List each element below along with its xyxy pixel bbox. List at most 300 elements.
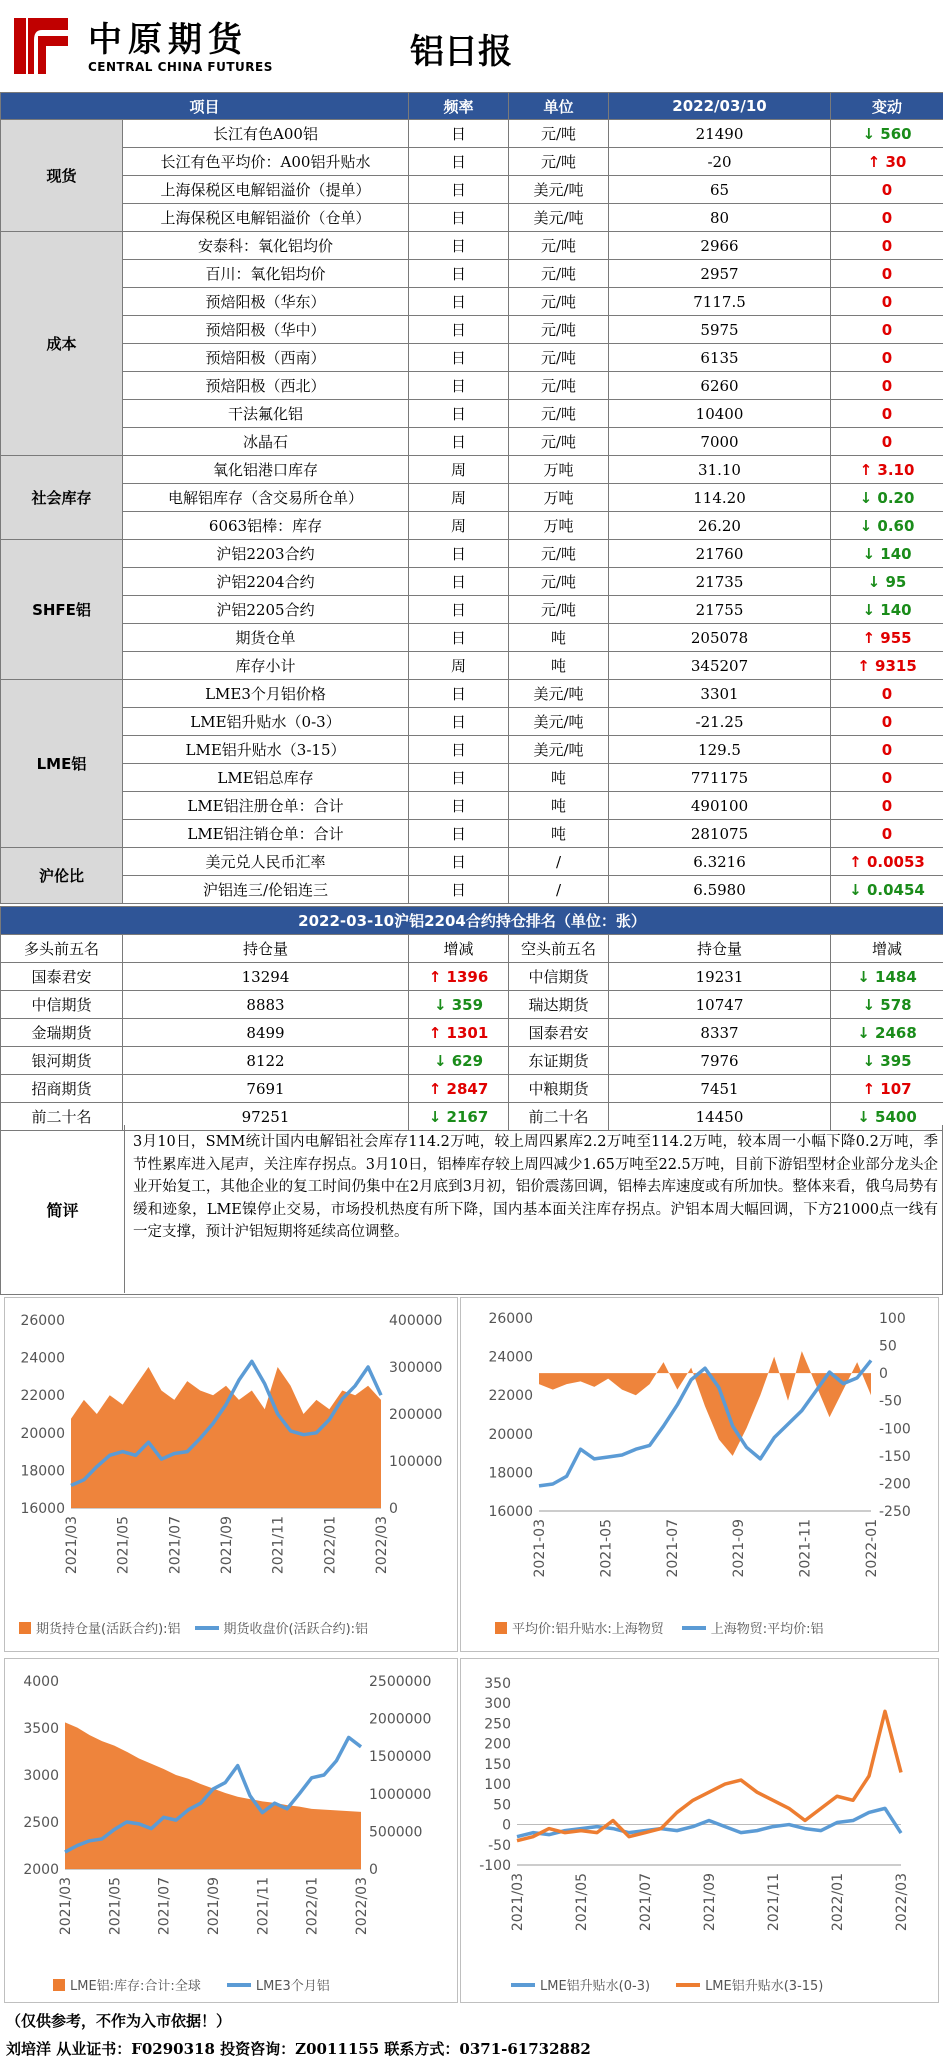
long-change: 1396: [446, 967, 489, 986]
legend-swatch-orange: [19, 1622, 31, 1634]
frequency: 日: [409, 596, 509, 624]
arrow-up-icon: ↑: [862, 628, 876, 647]
unit: 元/吨: [509, 120, 609, 148]
value: 31.10: [609, 456, 831, 484]
rank-header-long-chg: 增减: [409, 935, 509, 963]
y2-tick-label: -200: [879, 1476, 911, 1493]
y-tick-label: 2000: [23, 1862, 59, 1878]
legend-label: LME铝升贴水(3-15): [705, 1979, 824, 1994]
y2-tick-label: -50: [879, 1393, 902, 1410]
value: 5975: [609, 316, 831, 344]
item-name: LME铝总库存: [123, 764, 409, 792]
commentary-section: [0, 1125, 943, 1295]
change-value: 955: [880, 628, 912, 647]
x-tick-label: 2021-11: [797, 1519, 814, 1578]
x-tick-label: 2021-03: [532, 1519, 548, 1578]
change-value: 0: [881, 292, 893, 311]
unit: 万吨: [509, 484, 609, 512]
change-cell: [831, 400, 943, 428]
table-row: [1, 764, 943, 792]
frequency: 日: [409, 568, 509, 596]
value: 7117.5: [609, 288, 831, 316]
change-cell: [831, 484, 943, 512]
short-change: 578: [880, 995, 912, 1014]
unit: 元/吨: [509, 568, 609, 596]
y-tick-label: 3500: [23, 1721, 59, 1737]
report-header: [0, 0, 943, 92]
x-tick-label: 2022/03: [894, 1873, 910, 1932]
y-tick-label: 0: [502, 1817, 511, 1834]
table-row: [1, 372, 943, 400]
unit: /: [509, 876, 609, 904]
unit: 元/吨: [509, 316, 609, 344]
frequency: 日: [409, 120, 509, 148]
frequency: 周: [409, 652, 509, 680]
change-value: 0: [881, 712, 893, 731]
item-name: LME铝注册仓单：合计: [123, 792, 409, 820]
value: 21735: [609, 568, 831, 596]
short-change: 395: [880, 1051, 912, 1070]
frequency: 日: [409, 232, 509, 260]
value: 6.5980: [609, 876, 831, 904]
value: -20: [609, 148, 831, 176]
ranking-header: [1, 935, 943, 963]
y-tick-label: 2500: [23, 1815, 59, 1831]
change-value: 9315: [875, 656, 917, 675]
y-tick-label: 26000: [20, 1313, 65, 1329]
frequency: 日: [409, 288, 509, 316]
change-value: 140: [880, 544, 912, 563]
short-broker: 瑞达期货: [509, 991, 609, 1019]
y2-tick-label: 300000: [389, 1360, 443, 1376]
legend-swatch-blue: [195, 1626, 219, 1630]
item-name: 沪铝连三/伦铝连三: [123, 876, 409, 904]
x-tick-label: 2021/11: [270, 1516, 287, 1575]
item-name: 6063铝棒：库存: [123, 512, 409, 540]
table-row: [1, 484, 943, 512]
value: 3301: [609, 680, 831, 708]
x-tick-label: 2021/05: [574, 1873, 590, 1932]
table-row: [1, 456, 943, 484]
short-change-cell: [831, 963, 943, 991]
brand-name-cn: 中原期货: [88, 20, 248, 60]
change-value: 0: [881, 208, 893, 227]
arrow-up-icon: ↑: [859, 460, 873, 479]
change-cell: [831, 736, 943, 764]
legend-label: LME铝:库存:合计:全球: [70, 1979, 201, 1994]
legend-label: LME铝升贴水(0-3): [540, 1979, 651, 1994]
x-tick-label: 2022-01: [864, 1519, 880, 1578]
unit: /: [509, 848, 609, 876]
frequency: 周: [409, 456, 509, 484]
long-change-cell: [409, 1019, 509, 1047]
change-cell: [831, 260, 943, 288]
y-tick-label: 150: [484, 1756, 511, 1773]
unit: 元/吨: [509, 344, 609, 372]
long-position: 13294: [123, 963, 409, 991]
table-row: [1, 344, 943, 372]
frequency: 日: [409, 624, 509, 652]
analyst-info: 刘培洋 从业证书：F0290318 投资咨询：Z0011155 联系方式：0371-61732882: [6, 2040, 591, 2058]
unit: 万吨: [509, 456, 609, 484]
company-logo: [12, 14, 70, 76]
item-name: 沪铝2205合约: [123, 596, 409, 624]
change-value: 0: [881, 432, 893, 451]
arrow-up-icon: ↑: [862, 1079, 876, 1098]
arrow-down-icon: ↓: [862, 124, 876, 143]
short-position: 14450: [609, 1103, 831, 1131]
y2-tick-label: 100000: [389, 1454, 443, 1470]
y-tick-label: 24000: [488, 1349, 533, 1366]
table-row: [1, 792, 943, 820]
long-change: 2167: [446, 1107, 489, 1126]
change-value: 0: [881, 684, 893, 703]
y-tick-label: 200: [484, 1736, 511, 1753]
x-tick-label: 2021/07: [156, 1877, 173, 1936]
x-tick-label: 2021-07: [664, 1519, 681, 1578]
col-header-item: 项目: [1, 93, 409, 120]
value: 65: [609, 176, 831, 204]
frequency: 日: [409, 764, 509, 792]
y-tick-label: 3000: [23, 1768, 59, 1784]
arrow-up-icon: ↑: [428, 1023, 442, 1042]
table-row: [1, 736, 943, 764]
y2-tick-label: 500000: [369, 1824, 423, 1841]
change-cell: [831, 232, 943, 260]
frequency: 日: [409, 820, 509, 848]
long-position: 8122: [123, 1047, 409, 1075]
frequency: 日: [409, 204, 509, 232]
chart-svg-0: [5, 1298, 459, 1618]
value: 26.20: [609, 512, 831, 540]
change-cell: [831, 456, 943, 484]
value: 10400: [609, 400, 831, 428]
chart-2-legend: [53, 1975, 330, 1994]
long-position: 8499: [123, 1019, 409, 1047]
table-row: [1, 316, 943, 344]
change-cell: [831, 624, 943, 652]
y2-tick-label: 0: [389, 1501, 398, 1517]
disclaimer: （仅供参考，不作为入市依据！）: [6, 2012, 232, 2030]
item-name: 预焙阳极（西北）: [123, 372, 409, 400]
unit: 元/吨: [509, 540, 609, 568]
frequency: 周: [409, 512, 509, 540]
unit: 元/吨: [509, 372, 609, 400]
arrow-up-icon: ↑: [857, 656, 870, 675]
long-broker: 国泰君安: [1, 963, 123, 991]
x-tick-label: 2021/11: [255, 1877, 272, 1936]
item-name: 氧化铝港口库存: [123, 456, 409, 484]
unit: 元/吨: [509, 428, 609, 456]
change-value: 0.0053: [866, 852, 925, 871]
item-name: 百川：氧化铝均价: [123, 260, 409, 288]
short-change: 5400: [875, 1107, 917, 1126]
y2-tick-label: 50: [879, 1338, 897, 1355]
chart-shanghai-spot-premium: [460, 1297, 939, 1652]
unit: 美元/吨: [509, 176, 609, 204]
change-value: 3.10: [877, 460, 915, 479]
short-position: 7976: [609, 1047, 831, 1075]
value: 2957: [609, 260, 831, 288]
short-broker: 国泰君安: [509, 1019, 609, 1047]
change-cell: [831, 792, 943, 820]
long-broker: 中信期货: [1, 991, 123, 1019]
long-change-cell: [409, 991, 509, 1019]
chart-lme-spreads: [460, 1658, 939, 2003]
table-row: [1, 260, 943, 288]
y-tick-label: 26000: [488, 1311, 533, 1327]
short-change: 107: [880, 1079, 912, 1098]
change-value: 30: [885, 152, 907, 171]
frequency: 日: [409, 848, 509, 876]
frequency: 日: [409, 708, 509, 736]
value: 21760: [609, 540, 831, 568]
long-broker: 招商期货: [1, 1075, 123, 1103]
arrow-down-icon: ↓: [867, 572, 881, 591]
x-tick-label: 2021/07: [167, 1516, 184, 1575]
category-label: SHFE铝: [1, 540, 123, 680]
value: 6135: [609, 344, 831, 372]
unit: 元/吨: [509, 400, 609, 428]
item-name: 安泰科：氧化铝均价: [123, 232, 409, 260]
change-cell: [831, 204, 943, 232]
unit: 元/吨: [509, 288, 609, 316]
arrow-down-icon: ↓: [857, 1107, 870, 1126]
y2-tick-label: 0: [879, 1366, 888, 1383]
rank-header-long: 多头前五名: [1, 935, 123, 963]
item-name: 美元兑人民币汇率: [123, 848, 409, 876]
chart-svg-1: [461, 1298, 940, 1618]
table-row: [1, 512, 943, 540]
change-cell: [831, 708, 943, 736]
frequency: 日: [409, 876, 509, 904]
y-tick-label: 250: [484, 1716, 511, 1733]
short-broker: 东证期货: [509, 1047, 609, 1075]
short-broker: 中粮期货: [509, 1075, 609, 1103]
long-change-cell: [409, 963, 509, 991]
change-cell: [831, 680, 943, 708]
value: 345207: [609, 652, 831, 680]
long-change: 1301: [446, 1023, 489, 1042]
x-tick-label: 2022/01: [830, 1873, 846, 1932]
y2-tick-label: 0: [369, 1862, 378, 1878]
legend-label: 平均价:铝升贴水:上海物贸: [512, 1622, 664, 1637]
frequency: 日: [409, 400, 509, 428]
unit: 元/吨: [509, 232, 609, 260]
arrow-down-icon: ↓: [862, 544, 876, 563]
table-row: [1, 708, 943, 736]
change-cell: [831, 540, 943, 568]
x-tick-label: 2021-09: [731, 1519, 748, 1578]
change-cell: [831, 316, 943, 344]
table-row: [1, 876, 943, 904]
rank-header-long-qty: 持仓量: [123, 935, 409, 963]
item-name: 期货仓单: [123, 624, 409, 652]
change-value: 0: [881, 236, 893, 255]
y-tick-label: -50: [488, 1837, 511, 1854]
table-row: [1, 148, 943, 176]
change-cell: [831, 344, 943, 372]
y2-tick-label: 400000: [389, 1313, 443, 1329]
value: 205078: [609, 624, 831, 652]
change-value: 560: [880, 124, 912, 143]
arrow-up-icon: ↑: [867, 152, 881, 171]
change-cell: [831, 764, 943, 792]
table-row: [1, 176, 943, 204]
y-tick-label: 24000: [20, 1350, 65, 1367]
col-header-freq: 频率: [409, 93, 509, 120]
legend-label: 期货收盘价(活跃合约):铝: [223, 1622, 369, 1637]
y-tick-label: 18000: [488, 1465, 533, 1482]
unit: 美元/吨: [509, 736, 609, 764]
price-table: [0, 92, 943, 904]
item-name: 电解铝库存（含交易所仓单）: [123, 484, 409, 512]
x-tick-label: 2021/07: [638, 1873, 654, 1932]
col-header-date: 2022/03/10: [609, 93, 831, 120]
frequency: 日: [409, 428, 509, 456]
unit: 元/吨: [509, 148, 609, 176]
arrow-down-icon: ↓: [859, 488, 873, 507]
x-tick-label: 2021/03: [64, 1516, 80, 1575]
long-position: 8883: [123, 991, 409, 1019]
change-cell: [831, 176, 943, 204]
change-cell: [831, 568, 943, 596]
change-value: 0.60: [877, 516, 915, 535]
y2-tick-label: 100: [879, 1311, 906, 1327]
long-change-cell: [409, 1047, 509, 1075]
frequency: 日: [409, 260, 509, 288]
long-position: 97251: [123, 1103, 409, 1131]
table-row: [1, 848, 943, 876]
legend-swatch-blue: [227, 1983, 251, 1987]
ranking-row: [1, 1047, 943, 1075]
y-tick-label: 22000: [488, 1388, 533, 1405]
item-name: 预焙阳极（西南）: [123, 344, 409, 372]
table-row: [1, 624, 943, 652]
ranking-row: [1, 1075, 943, 1103]
table-row: [1, 204, 943, 232]
unit: 吨: [509, 624, 609, 652]
y2-tick-label: -100: [879, 1421, 911, 1438]
change-value: 0.0454: [866, 880, 925, 899]
y-tick-label: 100: [484, 1777, 511, 1794]
arrow-down-icon: ↓: [849, 880, 862, 899]
y2-tick-label: 2500000: [369, 1674, 432, 1690]
unit: 美元/吨: [509, 680, 609, 708]
long-change: 629: [451, 1051, 484, 1070]
item-name: LME铝升贴水（0-3）: [123, 708, 409, 736]
x-tick-label: 2021/09: [702, 1873, 718, 1932]
short-position: 8337: [609, 1019, 831, 1047]
item-name: LME铝注销仓单：合计: [123, 820, 409, 848]
table-row: [1, 568, 943, 596]
chart-shfe-price-open-interest: [4, 1297, 458, 1652]
item-name: 长江有色平均价：A00铝升贴水: [123, 148, 409, 176]
arrow-up-icon: ↑: [428, 967, 442, 986]
change-value: 0: [881, 320, 893, 339]
change-value: 0.20: [877, 488, 915, 507]
frequency: 日: [409, 344, 509, 372]
y2-tick-label: -150: [879, 1448, 911, 1465]
unit: 美元/吨: [509, 204, 609, 232]
unit: 元/吨: [509, 596, 609, 624]
item-name: 预焙阳极（华东）: [123, 288, 409, 316]
x-tick-label: 2021/09: [219, 1516, 235, 1575]
value: 114.20: [609, 484, 831, 512]
rank-header-short-qty: 持仓量: [609, 935, 831, 963]
table-row: [1, 120, 943, 148]
change-cell: [831, 120, 943, 148]
x-tick-label: 2021/03: [58, 1877, 74, 1936]
long-broker: 银河期货: [1, 1047, 123, 1075]
value: 129.5: [609, 736, 831, 764]
value: 2966: [609, 232, 831, 260]
ranking-row: [1, 1019, 943, 1047]
short-change-cell: [831, 1047, 943, 1075]
y-tick-label: 50: [493, 1797, 511, 1814]
short-broker: 中信期货: [509, 963, 609, 991]
arrow-down-icon: ↓: [862, 600, 876, 619]
table-row: [1, 232, 943, 260]
value: 490100: [609, 792, 831, 820]
arrow-down-icon: ↓: [428, 1107, 442, 1126]
legend-swatch-orange: [53, 1979, 65, 1991]
change-cell: [831, 652, 943, 680]
y-tick-label: 16000: [488, 1504, 533, 1520]
category-label: LME铝: [1, 680, 123, 848]
unit: 吨: [509, 820, 609, 848]
long-position: 7691: [123, 1075, 409, 1103]
y-tick-label: 4000: [23, 1674, 59, 1690]
commentary-label: 简评: [1, 1125, 125, 1293]
long-broker: 前二十名: [1, 1103, 123, 1131]
frequency: 日: [409, 148, 509, 176]
change-cell: [831, 876, 943, 904]
arrow-down-icon: ↓: [433, 1051, 447, 1070]
change-value: 0: [881, 824, 893, 843]
arrow-down-icon: ↓: [433, 995, 447, 1014]
change-value: 0: [881, 796, 893, 815]
frequency: 日: [409, 372, 509, 400]
item-name: 长江有色A00铝: [123, 120, 409, 148]
series-area: [65, 1722, 361, 1869]
y2-tick-label: 2000000: [369, 1711, 432, 1728]
arrow-down-icon: ↓: [857, 1023, 870, 1042]
ranking-row: [1, 963, 943, 991]
value: 7000: [609, 428, 831, 456]
value: 6.3216: [609, 848, 831, 876]
item-name: 上海保税区电解铝溢价（仓单）: [123, 204, 409, 232]
change-value: 0: [881, 768, 893, 787]
change-cell: [831, 848, 943, 876]
change-value: 0: [881, 404, 893, 423]
brand-name-en: CENTRAL CHINA FUTURES: [88, 60, 273, 74]
change-value: 0: [881, 348, 893, 367]
x-tick-label: 2022/01: [304, 1877, 321, 1936]
short-change: 2468: [875, 1023, 917, 1042]
change-value: 0: [881, 180, 893, 199]
short-broker: 前二十名: [509, 1103, 609, 1131]
category-label: 成本: [1, 232, 123, 456]
category-label: 社会库存: [1, 456, 123, 540]
short-change: 1484: [875, 967, 917, 986]
long-change: 359: [451, 995, 484, 1014]
change-cell: [831, 428, 943, 456]
item-name: 预焙阳极（华中）: [123, 316, 409, 344]
x-tick-label: 2022/01: [322, 1516, 339, 1575]
arrow-down-icon: ↓: [862, 1051, 876, 1070]
chart-svg-2: [5, 1659, 459, 1969]
